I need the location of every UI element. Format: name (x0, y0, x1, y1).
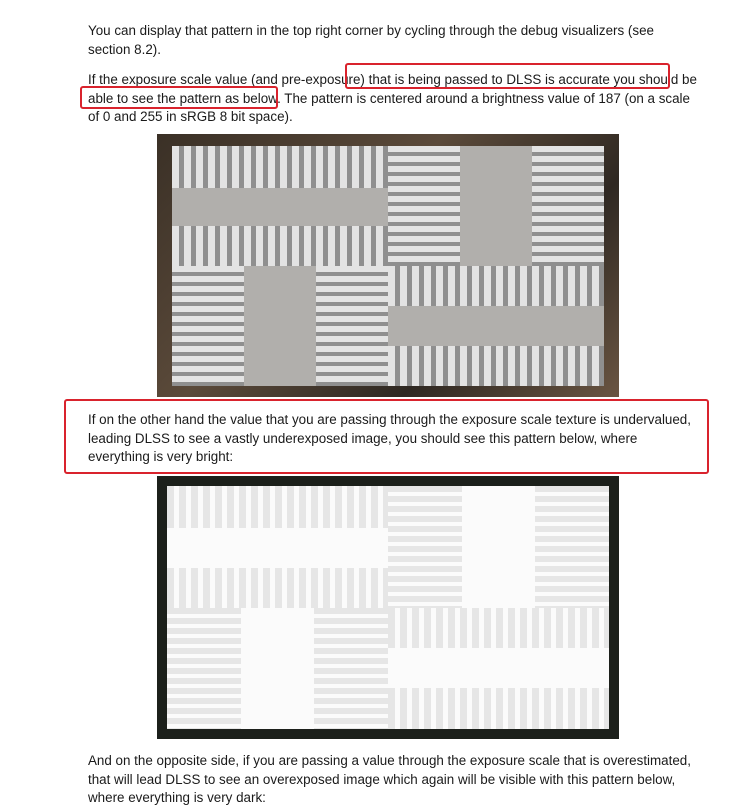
paragraph-debug-visualizer: You can display that pattern in the top right corner by cycling through the debug visualizers (see section 8.2). (88, 23, 654, 57)
highlight-box-accurate-line1 (345, 63, 670, 89)
exposure-test-pattern (172, 146, 604, 386)
paragraph-overestimated-exposure: And on the opposite side, if you are passing a value through the exposure scale that is overestimated, that will lead DLSS to see an overexposed image which again will be visible with this pattern below, where everything is very dark: (88, 753, 691, 805)
pattern-figure-correct-exposure (157, 134, 619, 397)
paragraph-accurate-exposure: If the exposure scale value (and pre-exposure) that is being passed to DLSS is accurate you should be able to see the pattern as below. The pattern is centered around a brightness value of 187 (on a scale of 0 and 255 in sRGB 8 bit space). (88, 72, 697, 124)
highlight-box-undervalued (64, 399, 709, 474)
paragraph-undervalued-exposure: If on the other hand the value that you are passing through the exposure scale texture is undervalued, leading DLSS to see a vastly underexposed image, you should see this pattern below, where everything is very bright: (88, 412, 691, 464)
pattern-figure-underexposed (157, 476, 619, 739)
bright-test-pattern (167, 486, 609, 729)
highlight-box-accurate-line2 (80, 86, 278, 109)
